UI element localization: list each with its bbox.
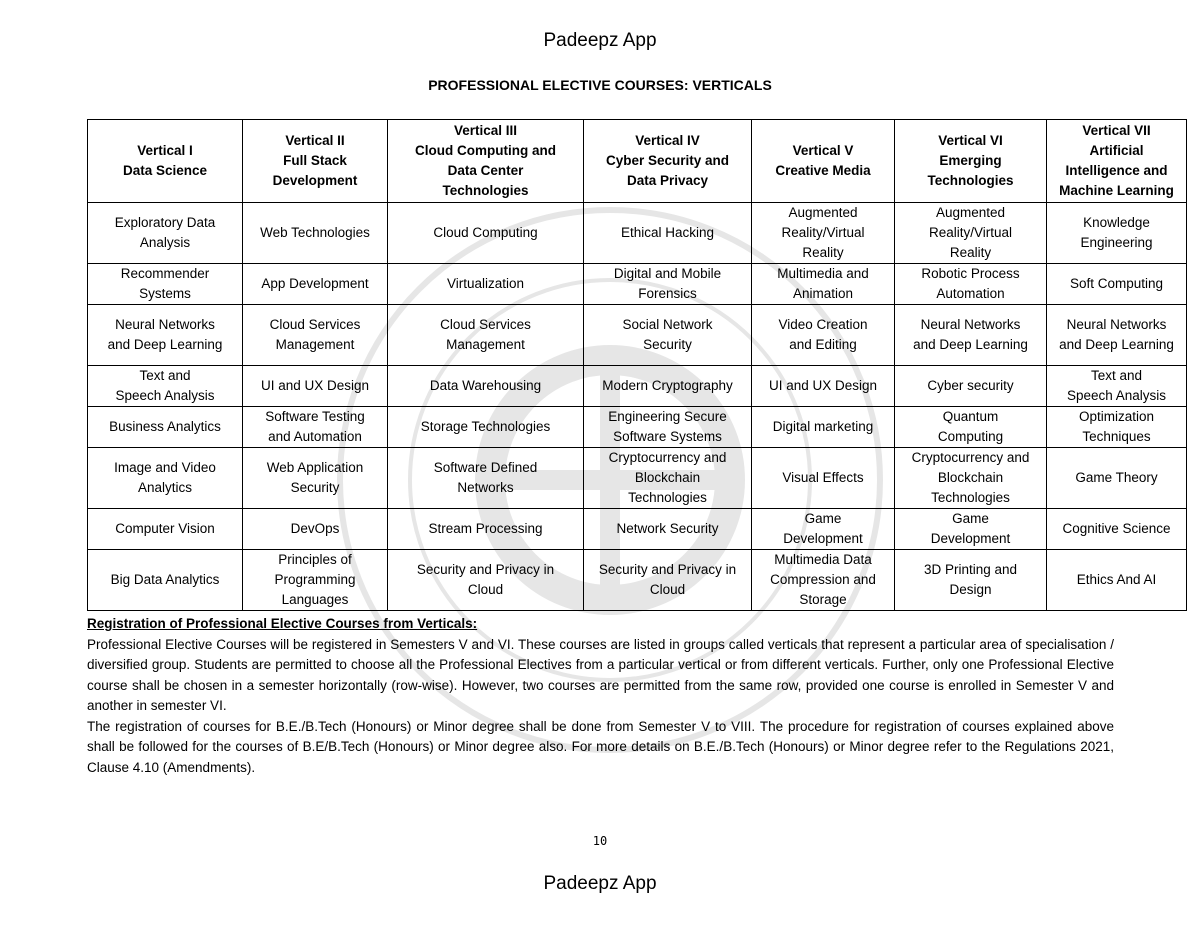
course-cell xyxy=(388,407,584,448)
course-name-line: Languages xyxy=(281,592,349,607)
course-name-line: Quantum xyxy=(942,409,999,424)
column-header-line: Development xyxy=(272,173,358,188)
column-header xyxy=(1047,120,1187,203)
table-row xyxy=(88,264,1187,305)
course-name-line: Cloud Services xyxy=(269,317,361,332)
course-name-line: Computer Vision xyxy=(115,521,215,536)
verticals-table xyxy=(87,119,1187,611)
course-name-line: Modern Cryptography xyxy=(602,378,733,393)
column-header-line: Vertical VI xyxy=(938,133,1003,148)
column-header xyxy=(895,120,1047,203)
course-cell xyxy=(895,264,1047,305)
course-name-line: Security and Privacy in xyxy=(598,562,737,577)
column-header-line: Intelligence and xyxy=(1065,163,1168,178)
course-name-line: Analysis xyxy=(139,235,191,250)
course-name-line: 3D Printing and xyxy=(923,562,1018,577)
column-header xyxy=(388,120,584,203)
course-cell xyxy=(895,448,1047,509)
course-cell xyxy=(388,509,584,550)
course-cell xyxy=(388,448,584,509)
course-cell xyxy=(584,448,752,509)
course-cell xyxy=(895,509,1047,550)
column-header-line: Data Center xyxy=(447,163,524,178)
course-name-line: Analytics xyxy=(137,480,193,495)
course-cell xyxy=(1047,509,1187,550)
course-cell xyxy=(895,366,1047,407)
column-header xyxy=(243,120,388,203)
course-name-line: Computing xyxy=(937,429,1004,444)
course-name-line: Business Analytics xyxy=(109,419,221,434)
course-name-line: Optimization xyxy=(1078,409,1155,424)
column-header-line: Technologies xyxy=(927,173,1014,188)
footer-app-name: Padeepz App xyxy=(543,873,657,894)
header-app-name: Padeepz App xyxy=(543,30,657,51)
course-name-line: UI and UX Design xyxy=(768,378,878,393)
course-name-line: Speech Analysis xyxy=(115,388,215,403)
course-cell xyxy=(243,407,388,448)
course-name-line: Recommender xyxy=(120,266,210,281)
column-header-line: Vertical I xyxy=(137,143,193,158)
course-name-line: Security xyxy=(643,337,692,352)
course-cell xyxy=(243,550,388,611)
column-header xyxy=(584,120,752,203)
column-header-line: Cloud Computing and xyxy=(415,143,556,158)
course-name-line: Development xyxy=(783,531,863,546)
course-name-line: Engineering Secure xyxy=(608,409,727,424)
course-name-line: Social Network xyxy=(622,317,713,332)
course-cell xyxy=(1047,366,1187,407)
column-header-line: Machine Learning xyxy=(1059,183,1174,198)
course-name-line: DevOps xyxy=(290,521,340,536)
course-cell xyxy=(752,448,895,509)
course-name-line: Stream Processing xyxy=(428,521,543,536)
course-name-line: Speech Analysis xyxy=(1066,388,1167,403)
course-cell xyxy=(584,203,752,264)
course-name-line: Web Application xyxy=(266,460,364,475)
course-name-line: Principles of xyxy=(278,552,352,567)
course-cell xyxy=(895,305,1047,366)
course-cell xyxy=(243,448,388,509)
course-name-line: and Deep Learning xyxy=(913,337,1028,352)
course-name-line: Compression and xyxy=(770,572,876,587)
course-cell xyxy=(752,264,895,305)
course-name-line: Digital and Mobile xyxy=(613,266,722,281)
course-name-line: Cloud xyxy=(649,582,686,597)
course-cell xyxy=(752,203,895,264)
course-cell xyxy=(88,203,243,264)
course-name-line: Web Technologies xyxy=(260,225,370,240)
course-name-line: Animation xyxy=(792,286,854,301)
course-cell xyxy=(1047,264,1187,305)
course-cell xyxy=(1047,448,1187,509)
course-cell xyxy=(895,407,1047,448)
registration-paragraph: The registration of courses for B.E./B.Tech (Honours) or Minor degree shall be done from Semester V to VIII. The procedure for registration of courses explained above shall be followed for the courses of B.E/B.Tech (Honours) or Minor degree also. For more details on B.E./B.Tech (Honours) or Minor degree refer to the Regulations 2021, Clause 4.10 (Amendments). xyxy=(87,718,1114,775)
table-header-row xyxy=(88,120,1187,203)
course-name-line: Big Data Analytics xyxy=(110,572,220,587)
column-header-line: Technologies xyxy=(442,183,529,198)
course-name-line: Networks xyxy=(457,480,514,495)
column-header-line: Vertical II xyxy=(285,133,345,148)
course-name-line: Technologies xyxy=(628,490,707,505)
course-name-line: and Editing xyxy=(789,337,857,352)
table-row xyxy=(88,305,1187,366)
course-cell xyxy=(752,550,895,611)
course-name-line: Reality xyxy=(949,245,992,260)
course-name-line: Digital marketing xyxy=(772,419,874,434)
course-name-line: Cognitive Science xyxy=(1062,521,1171,536)
course-cell xyxy=(388,264,584,305)
course-name-line: Automation xyxy=(936,286,1005,301)
course-name-line: Security and Privacy in xyxy=(416,562,555,577)
course-cell xyxy=(243,203,388,264)
course-name-line: Engineering xyxy=(1080,235,1153,250)
column-header xyxy=(88,120,243,203)
column-header-line: Data Science xyxy=(122,163,208,178)
column-header-line: Vertical IV xyxy=(635,133,700,148)
course-name-line: Game Theory xyxy=(1075,470,1158,485)
course-name-line: Programming xyxy=(274,572,356,587)
course-cell xyxy=(88,305,243,366)
course-cell xyxy=(1047,550,1187,611)
course-name-line: Text and xyxy=(139,368,191,383)
course-name-line: Knowledge xyxy=(1083,215,1150,230)
table-row xyxy=(88,407,1187,448)
course-name-line: Image and Video xyxy=(114,460,216,475)
course-name-line: Software Systems xyxy=(613,429,722,444)
registration-heading: Registration of Professional Elective Courses from Verticals: xyxy=(87,616,478,631)
course-cell xyxy=(584,305,752,366)
course-name-line: Software Testing xyxy=(265,409,365,424)
course-name-line: Storage xyxy=(799,592,847,607)
course-name-line: Software Defined xyxy=(433,460,538,475)
course-name-line: Augmented xyxy=(788,205,858,220)
course-cell xyxy=(584,264,752,305)
course-cell xyxy=(88,366,243,407)
course-cell xyxy=(584,366,752,407)
course-name-line: UI and UX Design xyxy=(260,378,370,393)
course-name-line: Management xyxy=(446,337,525,352)
registration-paragraph: Professional Elective Courses will be registered in Semesters V and VI. These courses are listed in groups called verticals that represent a particular area of specialisation / diversified group. Students are permitted to choose all the Professional Electives from a particular vertical or from different verticals. Further, only one Professional Elective course shall be chosen in a semester horizontally (row-wise). However, two courses are permitted from the same row, provided one course is enrolled in Semester V and another in semester VI. xyxy=(87,636,1114,713)
course-cell xyxy=(88,509,243,550)
course-name-line: Neural Networks xyxy=(1066,317,1167,332)
course-name-line: Ethics And AI xyxy=(1076,572,1157,587)
course-cell xyxy=(1047,203,1187,264)
course-name-line: Game xyxy=(804,511,842,526)
column-header-line: Cyber Security and xyxy=(605,153,730,168)
course-cell xyxy=(243,305,388,366)
course-cell xyxy=(752,407,895,448)
course-cell xyxy=(243,264,388,305)
course-name-line: Blockchain xyxy=(634,470,701,485)
course-name-line: Network Security xyxy=(616,521,719,536)
course-name-line: Reality/Virtual xyxy=(928,225,1013,240)
page-heading: PROFESSIONAL ELECTIVE COURSES: VERTICALS xyxy=(428,77,772,93)
column-header-line: Vertical VII xyxy=(1082,123,1151,138)
column-header-line: Data Privacy xyxy=(626,173,709,188)
course-name-line: and Automation xyxy=(268,429,362,444)
course-name-line: Augmented xyxy=(935,205,1006,220)
course-name-line: Storage Technologies xyxy=(420,419,551,434)
course-name-line: Data Warehousing xyxy=(429,378,542,393)
course-name-line: Neural Networks xyxy=(920,317,1021,332)
course-cell xyxy=(243,366,388,407)
course-cell xyxy=(752,509,895,550)
course-name-line: Ethical Hacking xyxy=(620,225,715,240)
course-cell xyxy=(88,448,243,509)
course-name-line: Systems xyxy=(139,286,191,301)
course-cell xyxy=(388,305,584,366)
table-body xyxy=(88,203,1187,611)
course-cell xyxy=(752,366,895,407)
course-name-line: Game xyxy=(952,511,989,526)
course-cell xyxy=(388,203,584,264)
course-name-line: and Deep Learning xyxy=(107,337,223,352)
column-header xyxy=(752,120,895,203)
column-header-line: Creative Media xyxy=(775,163,871,178)
course-name-line: Reality xyxy=(802,245,844,260)
course-cell xyxy=(88,550,243,611)
table-row xyxy=(88,509,1187,550)
course-cell xyxy=(1047,305,1187,366)
course-cell xyxy=(895,550,1047,611)
page-number: 10 xyxy=(592,834,608,848)
course-cell xyxy=(88,264,243,305)
course-cell xyxy=(584,509,752,550)
course-name-line: Exploratory Data xyxy=(114,215,216,230)
column-header-line: Vertical III xyxy=(453,123,518,138)
table-row xyxy=(88,203,1187,264)
course-cell xyxy=(243,509,388,550)
course-name-line: Development xyxy=(930,531,1011,546)
table-row xyxy=(88,366,1187,407)
course-cell xyxy=(388,366,584,407)
table-row xyxy=(88,550,1187,611)
table-row xyxy=(88,448,1187,509)
course-name-line: Technologies xyxy=(931,490,1010,505)
course-name-line: Blockchain xyxy=(937,470,1004,485)
course-name-line: Design xyxy=(949,582,992,597)
course-name-line: Security xyxy=(290,480,340,495)
column-header-line: Vertical V xyxy=(792,143,854,158)
course-cell xyxy=(88,407,243,448)
course-name-line: Cryptocurrency and xyxy=(608,450,727,465)
course-name-line: Robotic Process xyxy=(921,266,1020,281)
course-name-line: Cloud Services xyxy=(440,317,531,332)
course-name-line: Multimedia Data xyxy=(774,552,872,567)
column-header-line: Full Stack xyxy=(283,153,347,168)
course-cell xyxy=(388,550,584,611)
course-name-line: Neural Networks xyxy=(115,317,215,332)
course-cell xyxy=(584,407,752,448)
course-name-line: Text and xyxy=(1090,368,1143,383)
course-name-line: Reality/Virtual xyxy=(781,225,865,240)
course-name-line: and Deep Learning xyxy=(1059,337,1174,352)
registration-section xyxy=(87,614,1114,778)
course-name-line: Management xyxy=(275,337,355,352)
column-header-line: Artificial xyxy=(1089,143,1144,158)
course-name-line: Cloud xyxy=(467,582,504,597)
course-name-line: Techniques xyxy=(1082,429,1151,444)
course-name-line: Forensics xyxy=(638,286,697,301)
course-name-line: Visual Effects xyxy=(782,470,864,485)
course-name-line: Cyber security xyxy=(927,378,1014,393)
course-name-line: Cloud Computing xyxy=(433,225,538,240)
course-name-line: Soft Computing xyxy=(1069,276,1164,291)
course-name-line: Cryptocurrency and xyxy=(911,450,1030,465)
course-name-line: Virtualization xyxy=(446,276,525,291)
course-name-line: Video Creation xyxy=(778,317,868,332)
column-header-line: Emerging xyxy=(939,153,1002,168)
course-name-line: App Development xyxy=(261,276,369,291)
course-cell xyxy=(584,550,752,611)
course-name-line: Multimedia and xyxy=(777,266,869,281)
course-cell xyxy=(895,203,1047,264)
course-cell xyxy=(752,305,895,366)
course-cell xyxy=(1047,407,1187,448)
